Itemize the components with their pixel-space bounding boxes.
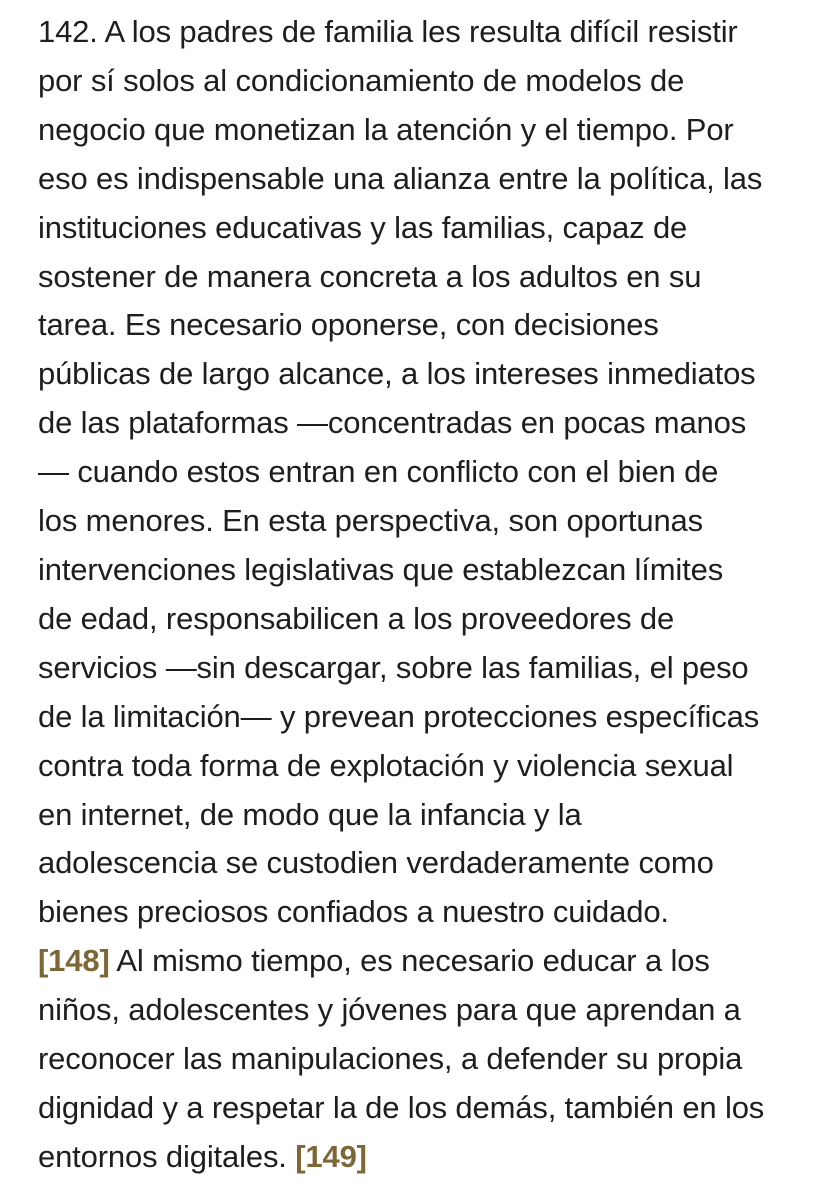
text-line: adolescencia se custodien verdaderamente como: [38, 845, 714, 881]
text-line: 142. A los padres de familia les resulta difícil resistir: [38, 14, 738, 49]
text-line: servicios —sin descargar, sobre las familias, el peso: [38, 649, 749, 685]
text-line: negocio que monetizan la atención y el tiempo. Por: [38, 111, 734, 147]
text-line: reconocer las manipulaciones, a defender su propia: [38, 1041, 743, 1077]
text-line: los menores. En esta perspectiva, son oportunas: [38, 503, 703, 539]
paragraph-142: [38, 8, 808, 1182]
text-line: — cuando estos entran en conflicto con el bien de: [38, 454, 719, 490]
document-page: [38, 8, 808, 1182]
text-line: de edad, responsabilicen a los proveedores de: [38, 600, 675, 636]
text-line: [38, 1133, 808, 1182]
text-line: en internet, de modo que la infancia y la: [38, 796, 582, 832]
text-line: de las plataformas —concentradas en pocas manos: [38, 405, 747, 441]
text-line: sostener de manera concreta a los adultos en su: [38, 258, 702, 294]
text-line: de la limitación— y prevean protecciones específicas: [38, 698, 760, 734]
text-line: [38, 937, 808, 986]
text-line: niños, adolescentes y jóvenes para que aprendan a: [38, 992, 741, 1028]
footnote-link-149[interactable]: [149]: [295, 1138, 367, 1174]
text-line: contra toda forma de explotación y violencia sexual: [38, 747, 734, 783]
text-line: tarea. Es necesario oponerse, con decisiones: [38, 307, 659, 343]
text-segment: entornos digitales.: [38, 1138, 296, 1174]
text-line: por sí solos al condicionamiento de modelos de: [38, 62, 685, 98]
text-segment: Al mismo tiempo, es necesario educar a los: [109, 943, 710, 979]
text-line: instituciones educativas y las familias, capaz de: [38, 209, 688, 245]
text-line: dignidad y a respetar la de los demás, también en los: [38, 1089, 765, 1125]
text-line: bienes preciosos confiados a nuestro cuidado.: [38, 894, 669, 930]
footnote-link-148[interactable]: [148]: [38, 943, 110, 979]
text-line: públicas de largo alcance, a los intereses inmediatos: [38, 356, 756, 392]
text-line: intervenciones legislativas que establezcan límites: [38, 551, 724, 587]
text-line: eso es indispensable una alianza entre la política, las: [38, 160, 763, 196]
